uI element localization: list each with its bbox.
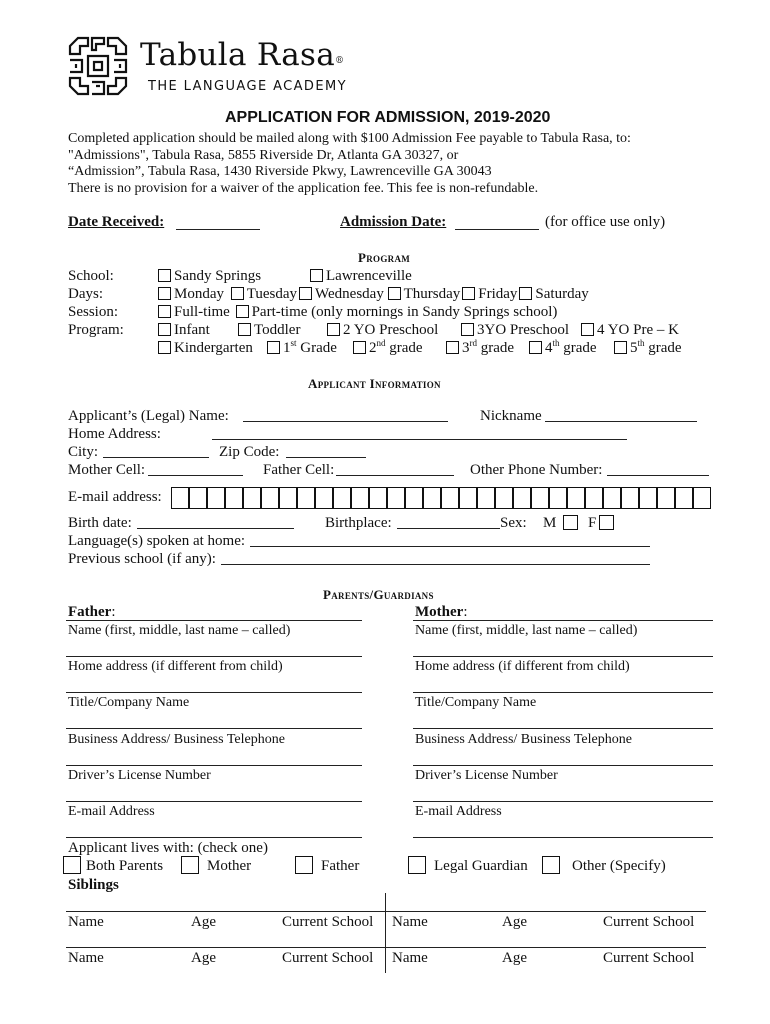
email-char-box[interactable] (333, 487, 351, 509)
father-field-label: E-mail Address (68, 804, 155, 819)
grade5-option: 5th grade (614, 339, 682, 357)
grade4-label: grade (563, 340, 597, 356)
mother-field-input[interactable] (413, 692, 713, 693)
3yo-preschool-label: 3YO Preschool (477, 322, 570, 338)
infant-checkbox[interactable] (158, 323, 171, 336)
father-label: Father (321, 858, 360, 874)
sibling-school-header: Current School (282, 950, 374, 966)
grade5-label: grade (648, 340, 682, 356)
father-field-input[interactable] (66, 692, 362, 693)
mother-field-label: Title/Company Name (415, 695, 537, 710)
sex-m-checkbox[interactable] (563, 515, 578, 530)
admission-date-label: Admission Date: (340, 214, 447, 230)
intro-line-3: “Admission”, Tabula Rasa, 1430 Riverside Pkwy, Lawrenceville GA 30043 (68, 164, 492, 179)
sibling-school-header: Current School (282, 914, 374, 930)
full-time-label: Full-time (174, 304, 230, 320)
other-phone-label: Other Phone Number: (470, 462, 603, 478)
grade2-option: 2nd grade (353, 339, 423, 357)
languages-field[interactable] (250, 546, 650, 547)
mother-field-input[interactable] (413, 728, 713, 729)
4yo-option (581, 321, 679, 339)
friday-checkbox[interactable] (462, 287, 475, 300)
email-char-box[interactable] (261, 487, 279, 509)
birthplace-label: Birthplace: (325, 515, 392, 531)
mother-top-rule (413, 620, 713, 621)
saturday-label: Saturday (535, 286, 589, 302)
father-field-label: Business Address/ Business Telephone (68, 732, 285, 747)
email-char-box[interactable] (315, 487, 333, 509)
grade4-option: 4th grade (529, 339, 597, 357)
2yo-option (327, 321, 438, 339)
email-char-box[interactable] (675, 487, 693, 509)
applicant-heading: Applicant Information (308, 376, 441, 391)
2yo-preschool-label: 2 YO Preschool (343, 322, 439, 338)
father-cell-label: Father Cell: (263, 462, 335, 478)
sibling-age-header: Age (502, 950, 527, 966)
email-char-box[interactable] (693, 487, 711, 509)
kindergarten-option (158, 339, 253, 357)
home-address-label: Home Address: (68, 426, 161, 442)
sibling-name-header: Name (392, 950, 428, 966)
email-char-box[interactable] (639, 487, 657, 509)
monday-label: Monday (174, 286, 224, 302)
sibling-school-header: Current School (603, 950, 695, 966)
mother-heading: Mother: (415, 604, 468, 620)
grade3-checkbox[interactable] (446, 341, 459, 354)
city-label: City: (68, 444, 99, 460)
sibling-school-header: Current School (603, 914, 695, 930)
2yo-preschool-checkbox[interactable] (327, 323, 340, 336)
father-field-input[interactable] (66, 837, 362, 838)
legal-guardian-checkbox[interactable] (408, 856, 426, 874)
birthplace-field[interactable] (397, 528, 500, 529)
3yo-option (461, 321, 569, 339)
kindergarten-label: Kindergarten (174, 340, 253, 356)
other-checkbox[interactable] (542, 856, 560, 874)
tuesday-checkbox[interactable] (231, 287, 244, 300)
mother-field-label: Name (first, middle, last name – called) (415, 623, 638, 638)
mother-field-input[interactable] (413, 837, 713, 838)
email-char-box[interactable] (657, 487, 675, 509)
part-time-label: Part-time (only mornings in Sandy Springs school) (251, 304, 558, 320)
lives-with-label: Applicant lives with: (check one) (68, 840, 268, 856)
sex-m-label: M (543, 515, 557, 531)
4yo-pre-k-checkbox[interactable] (581, 323, 594, 336)
mother-cell-field[interactable] (148, 475, 243, 476)
4yo-pre-k-label: 4 YO Pre – K (597, 322, 679, 338)
father-field-input[interactable] (66, 801, 362, 802)
toddler-label: Toddler (254, 322, 301, 338)
lawrenceville-checkbox[interactable] (310, 269, 323, 282)
father-checkbox[interactable] (295, 856, 313, 874)
sibling-age-header: Age (502, 914, 527, 930)
intro-line-2: "Admissions", Tabula Rasa, 5855 Riverside Dr, Atlanta GA 30327, or (68, 148, 459, 163)
email-label: E-mail address: (68, 489, 162, 505)
nickname-field[interactable] (545, 421, 697, 422)
grade1-option: 1st Grade (267, 339, 337, 357)
lawrenceville-label: Lawrenceville (326, 268, 412, 284)
sibling-name-header: Name (68, 950, 104, 966)
office-use-note: (for office use only) (545, 214, 666, 230)
logo-subtitle: THE LANGUAGE ACADEMY (148, 79, 347, 94)
legal-guardian-label: Legal Guardian (434, 858, 528, 874)
wednesday-label: Wednesday (315, 286, 384, 302)
previous-school-field[interactable] (221, 564, 650, 565)
program-label: Program: (68, 322, 124, 338)
sandy-springs-checkbox[interactable] (158, 269, 171, 282)
days-label: Days: (68, 286, 103, 302)
father-field-input[interactable] (66, 728, 362, 729)
days-options (158, 285, 589, 303)
toddler-option (238, 321, 300, 339)
school-label: School: (68, 268, 114, 284)
email-char-box[interactable] (369, 487, 387, 509)
sex-f-checkbox[interactable] (599, 515, 614, 530)
father-field-input[interactable] (66, 656, 362, 657)
program-options-row1 (158, 321, 210, 339)
kindergarten-checkbox[interactable] (158, 341, 171, 354)
zip-field[interactable] (286, 457, 366, 458)
part-time-checkbox[interactable] (236, 305, 249, 318)
email-char-box[interactable] (243, 487, 261, 509)
father-top-rule (66, 620, 362, 621)
email-char-box[interactable] (225, 487, 243, 509)
email-char-box[interactable] (459, 487, 477, 509)
zip-label: Zip Code: (219, 444, 280, 460)
grade1-label: Grade (300, 340, 337, 356)
email-char-box[interactable] (387, 487, 405, 509)
father-field-label: Name (first, middle, last name – called) (68, 623, 291, 638)
birth-date-label: Birth date: (68, 515, 132, 531)
thursday-label: Thursday (403, 286, 461, 302)
both-parents-label: Both Parents (86, 858, 164, 874)
date-received-field[interactable] (172, 214, 256, 226)
father-field-label: Title/Company Name (68, 695, 190, 710)
grade4-checkbox[interactable] (529, 341, 542, 354)
mother-field-input[interactable] (413, 765, 713, 766)
grade3-option: 3rd grade (446, 339, 514, 357)
legal-name-label: Applicant’s (Legal) Name: (68, 408, 229, 424)
registered-mark: ® (335, 56, 345, 66)
email-char-box[interactable] (549, 487, 567, 509)
email-char-box[interactable] (531, 487, 549, 509)
sibling-age-header: Age (191, 914, 216, 930)
saturday-checkbox[interactable] (519, 287, 532, 300)
email-char-box[interactable] (423, 487, 441, 509)
previous-school-label: Previous school (if any): (68, 551, 216, 567)
mother-field-label: Business Address/ Business Telephone (415, 732, 632, 747)
admission-date-field[interactable] (455, 229, 539, 230)
email-char-box[interactable] (171, 487, 189, 509)
grade5-checkbox[interactable] (614, 341, 627, 354)
email-char-box[interactable] (351, 487, 369, 509)
father-cell-field[interactable] (336, 475, 454, 476)
email-char-box[interactable] (585, 487, 603, 509)
lawrenceville-option (310, 267, 412, 285)
home-address-field[interactable] (212, 439, 627, 440)
mother-field-label: Driver’s License Number (415, 768, 558, 783)
infant-label: Infant (174, 322, 210, 338)
mother-field-input[interactable] (413, 656, 713, 657)
mother-checkbox[interactable] (181, 856, 199, 874)
session-options (158, 303, 557, 321)
grade1-checkbox[interactable] (267, 341, 280, 354)
friday-label: Friday (478, 286, 518, 302)
email-char-box[interactable] (477, 487, 495, 509)
siblings-rule-2 (66, 947, 706, 948)
mother-label: Mother (207, 858, 252, 874)
sibling-age-header: Age (191, 950, 216, 966)
intro-line-1: Completed application should be mailed along with $100 Admission Fee payable to Tabula Rasa, to: (68, 131, 631, 146)
email-char-box[interactable] (621, 487, 639, 509)
email-char-box[interactable] (405, 487, 423, 509)
legal-name-field[interactable] (243, 421, 448, 422)
tuesday-label: Tuesday (246, 286, 298, 302)
monday-checkbox[interactable] (158, 287, 171, 300)
intro-line-4: There is no provision for a waiver of the application fee. This fee is non-refundable. (68, 181, 539, 196)
toddler-checkbox[interactable] (238, 323, 251, 336)
date-received-label: Date Received: (68, 213, 256, 231)
sibling-name-header: Name (68, 914, 104, 930)
siblings-heading: Siblings (68, 877, 119, 893)
parents-heading: Parents/Guardians (323, 587, 434, 602)
wednesday-checkbox[interactable] (299, 287, 312, 300)
father-field-input[interactable] (66, 765, 362, 766)
mother-field-label: E-mail Address (415, 804, 502, 819)
email-char-box[interactable] (297, 487, 315, 509)
logo-emblem-icon (66, 34, 130, 98)
session-label: Session: (68, 304, 119, 320)
email-char-box[interactable] (279, 487, 297, 509)
page-title: APPLICATION FOR ADMISSION, 2019-2020 (225, 109, 551, 126)
program-heading: Program (358, 250, 411, 265)
languages-label: Language(s) spoken at home: (68, 533, 246, 549)
3yo-preschool-checkbox[interactable] (461, 323, 474, 336)
email-char-box[interactable] (189, 487, 207, 509)
thursday-checkbox[interactable] (388, 287, 401, 300)
email-char-box[interactable] (603, 487, 621, 509)
mother-field-input[interactable] (413, 801, 713, 802)
siblings-rule-1 (66, 911, 706, 912)
siblings-divider (385, 893, 386, 973)
logo-title: Tabula Rasa® (140, 37, 345, 73)
email-char-box[interactable] (567, 487, 585, 509)
father-heading: Father: (68, 604, 116, 620)
email-char-box[interactable] (441, 487, 459, 509)
father-field-label: Home address (if different from child) (68, 659, 283, 674)
sex-label: Sex: (500, 515, 527, 531)
sandy-springs-label: Sandy Springs (174, 268, 262, 284)
nickname-label: Nickname (480, 408, 542, 424)
both-parents-checkbox[interactable] (63, 856, 81, 874)
sibling-name-header: Name (392, 914, 428, 930)
father-field-label: Driver’s License Number (68, 768, 211, 783)
email-char-box[interactable] (207, 487, 225, 509)
sex-f-label: F (588, 515, 597, 531)
date-received-underline (176, 229, 260, 230)
email-char-box[interactable] (513, 487, 531, 509)
grade2-label: grade (389, 340, 423, 356)
city-field[interactable] (103, 457, 209, 458)
grade3-label: grade (480, 340, 515, 356)
birth-date-field[interactable] (137, 528, 294, 529)
full-time-checkbox[interactable] (158, 305, 171, 318)
mother-cell-label: Mother Cell: (68, 462, 146, 478)
mother-field-label: Home address (if different from child) (415, 659, 630, 674)
school-options (158, 267, 261, 285)
grade2-checkbox[interactable] (353, 341, 366, 354)
other-label: Other (Specify) (572, 858, 666, 874)
other-phone-field[interactable] (607, 475, 709, 476)
email-char-box[interactable] (495, 487, 513, 509)
